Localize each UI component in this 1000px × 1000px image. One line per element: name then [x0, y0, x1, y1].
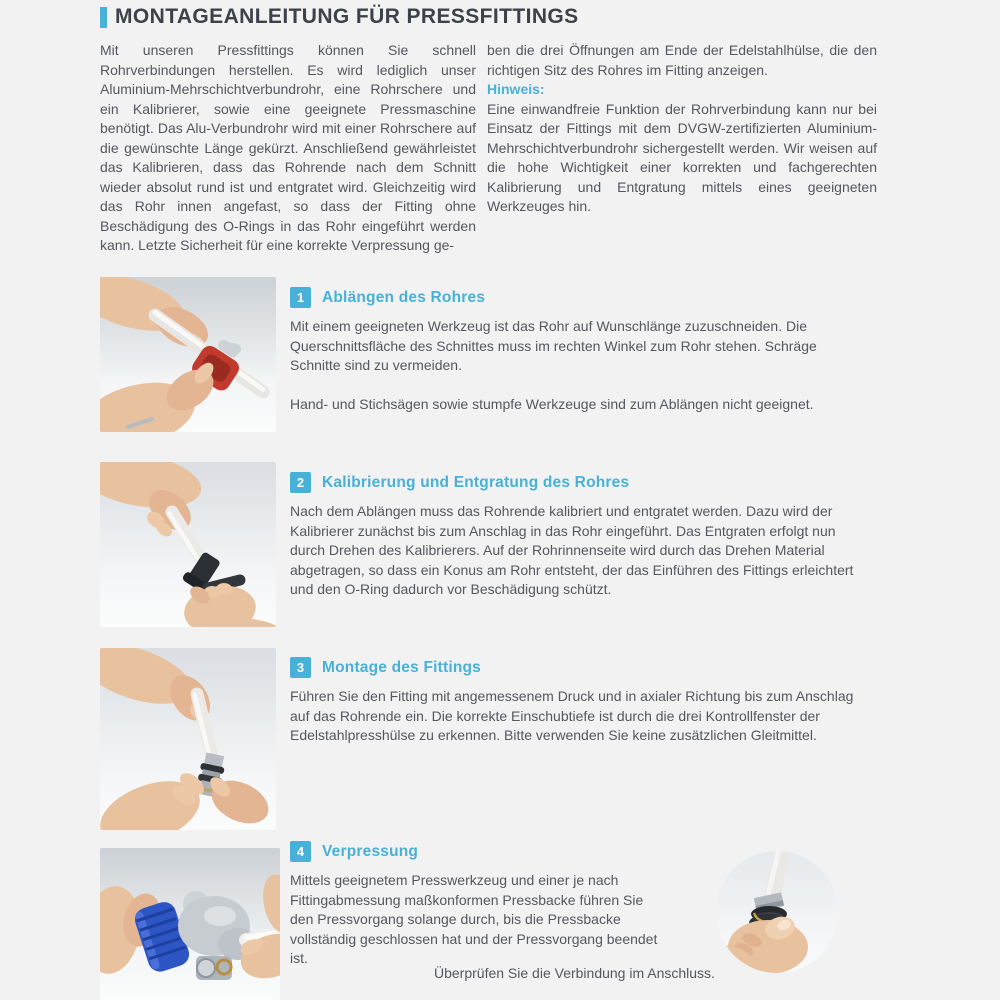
step-2-number-badge: 2: [290, 472, 311, 493]
step-1-header: [290, 287, 868, 308]
step-4-paragraph: Mittels geeignetem Presswerkzeug und einer je nach Fittingabmessung maßkonformen Pressbacke führen Sie den Pressvorgang solange durch, bis die Pressbacke vollständig geschlossen hat und der Pressvorgang beendet ist.: [290, 872, 658, 966]
step-2-body: [290, 502, 868, 600]
step-1-note: Hand- und Stichsägen sowie stumpfe Werkzeuge sind zum Ablängen nicht geeignet.: [290, 395, 814, 412]
step-2-section: [100, 462, 882, 600]
step-2-title: Kalibrierung und Entgratung des Rohres: [322, 473, 630, 491]
calibrating-illustration: [100, 462, 276, 627]
step-3-title: Montage des Fittings: [322, 658, 481, 676]
step-1-title: Ablängen des Rohres: [322, 288, 486, 306]
step-2-content: [290, 462, 868, 600]
fitting-detail-photo: [716, 851, 838, 973]
intro-left-paragraph: Mit unseren Pressfittings können Sie schnell Rohrverbindungen herstellen. Es wird lediglich unser Aluminium-Mehrschichtverbundrohr, eine Rohrschere und ein Kalibrierer, sowie eine geeignete Pressmaschine benötigt. Das Alu-Verbundrohr wird mit einer Rohrschere auf die gewünschte Länge gekürzt. Anschließend gewährleistet das Kalibrieren, dass das Rohrende nach dem Schnitt wieder absolut rund ist und entgratet wird. Gleichzeitig wird das Rohr innen angefast, so dass der Fitting ohne Beschädigung des O-Rings in das Rohr eingeführt werden kann. Letzte Sicherheit für eine korrekte Verpressung ge-: [100, 42, 476, 253]
page-title: MONTAGEANLEITUNG FÜR PRESSFITTINGS: [115, 5, 579, 28]
step-3-content: [290, 648, 868, 746]
step-3-body: [290, 687, 868, 746]
step-2-photo-calibrating: [100, 462, 276, 627]
fitting-mounting-illustration: [100, 648, 276, 830]
step-2-header: [290, 472, 868, 493]
page-header: [100, 5, 579, 29]
intro-right-paragraph: ben die drei Öffnungen am Ende der Edelstahlhülse, die den richtigen Sitz des Rohres im Fitting anzeigen.: [487, 42, 877, 78]
step-4-content: [290, 841, 662, 969]
step-3-photo-fitting-mounting: [100, 648, 276, 830]
step-4-title: Verpressung: [322, 842, 419, 860]
step-4-photo-pressing: [100, 848, 280, 1000]
fitting-detail-illustration: [716, 851, 838, 973]
step-4-header: [290, 841, 662, 862]
intro-right-column: [487, 41, 877, 217]
title-accent-bar: [100, 7, 107, 28]
closing-note: Überprüfen Sie die Verbindung im Anschluss.: [434, 965, 715, 981]
step-3-paragraph: Führen Sie den Fitting mit angemessenem Druck und in axialer Richtung bis zum Anschlag auf das Rohrende ein. Die korrekte Einschubtiefe ist durch die drei Kontrollfenster der Edelstahlpresshülse zu erkennen. Bitte verwenden Sie keine zusätzlichen Gleitmittel.: [290, 688, 854, 743]
step-3-number-badge: 3: [290, 657, 311, 678]
note-heading: Hinweis:: [487, 81, 545, 97]
step-1-photo-pipe-cutting: [100, 277, 276, 432]
step-3-header: [290, 657, 868, 678]
step-1-section: [100, 277, 882, 414]
step-1-body: [290, 317, 868, 414]
step-3-section: [100, 648, 882, 746]
step-4-number-badge: 4: [290, 841, 311, 862]
step-1-paragraph: Mit einem geeigneten Werkzeug ist das Rohr auf Wunschlänge zuzuschneiden. Die Querschnittsfläche des Schnittes muss im rechten Winkel zum Rohr stehen. Schräge Schnitte sind zu vermeiden.: [290, 318, 817, 373]
step-1-number-badge: 1: [290, 287, 311, 308]
note-paragraph: Eine einwandfreie Funktion der Rohrverbindung kann nur bei Einsatz der Fittings mit dem DVGW-zertifizierten Aluminium-Mehrschichtverbundrohr sichergestellt werden. Wir weisen auf die hohe Wichtigkeit einer korrekten und fachgerechten Kalibrierung und Entgratung mittels eines geeigneten Werkzeuges hin.: [487, 100, 877, 214]
pipe-cutting-illustration: [100, 277, 276, 432]
step-4-body: [290, 871, 662, 969]
step-1-content: [290, 277, 868, 414]
pressing-illustration: [100, 848, 280, 1000]
step-2-paragraph: Nach dem Ablängen muss das Rohrende kalibriert und entgratet werden. Dazu wird der Kalibrierer zunächst bis zum Anschlag in das Rohr eingeführt. Das Entgraten erfolgt nun durch Drehen des Kalibrierers. Auf der Rohrinnenseite wird durch das Drehen Material abgetragen, so dass ein Konus am Rohr entsteht, der das Einführen des Fittings erleichtert und den O-Ring dadurch vor Beschädigung schützt.: [290, 503, 854, 597]
